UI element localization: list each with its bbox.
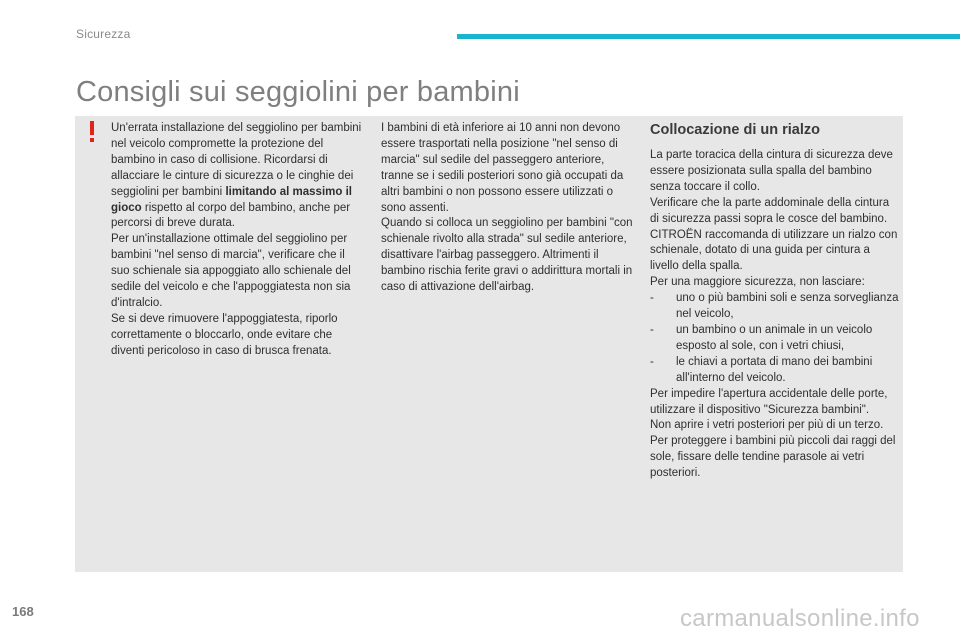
booster-paragraph-1: La parte toracica della cintura di sicurezza deve essere posizionata sulla spalla del bambino senza toccare il collo. bbox=[650, 149, 893, 193]
warning-paragraph-3: Se si deve rimuovere l'appoggiatesta, riporlo correttamente o bloccarlo, onde evitare che diventi pericoloso in caso di brusca frenata. bbox=[111, 312, 338, 357]
page-title: Consigli sui seggiolini per bambini bbox=[76, 76, 520, 109]
booster-paragraph-4: Per una maggiore sicurezza, non lasciare: bbox=[650, 276, 865, 289]
booster-paragraph-2: Verificare che la parte addominale della cintura di sicurezza passi sopra le cosce del bambino. bbox=[650, 196, 890, 225]
warning-text-column bbox=[111, 121, 366, 360]
exclamation-bar bbox=[90, 121, 94, 135]
list-dash: - bbox=[650, 292, 654, 305]
list-item-text: un bambino o un animale in un veicolo esposto al sole, con i vetri chiusi, bbox=[676, 323, 873, 352]
warning-paragraph-1 bbox=[111, 121, 366, 232]
page-number: 168 bbox=[12, 604, 34, 619]
list-item bbox=[650, 355, 900, 387]
booster-paragraph-6: Non aprire i vetri posteriori per più di un terzo. bbox=[650, 419, 884, 432]
list-dash: - bbox=[650, 355, 654, 368]
age-rules-paragraph-1: I bambini di età inferiore ai 10 anni non devono essere trasportati nella posizione "nel senso di marcia" sul sedile del passeggero anteriore, tranne se i sedili posteriori sono già occupati da altri bambini o non possono essere utilizzati o sono assenti. bbox=[381, 122, 624, 214]
age-rules-paragraph-2: Quando si colloca un seggiolino per bambini "con schienale rivolto alla strada" sul sedile anteriore, disattivare l'airbag passeggero. Altrimenti il bambino rischia ferite gravi o addirittura mortali in caso di attivazione dell'airbag. bbox=[381, 217, 633, 294]
exclamation-dot bbox=[90, 138, 94, 142]
warning-p1-text-end: rispetto al corpo del bambino, anche per percorsi di breve durata. bbox=[111, 201, 351, 230]
list-item-text: le chiavi a portata di mano dei bambini all'interno del veicolo. bbox=[676, 355, 873, 384]
section-label: Sicurezza bbox=[76, 27, 131, 41]
booster-heading: Collocazione di un rialzo bbox=[650, 122, 820, 138]
booster-paragraph-3: CITROËN raccomanda di utilizzare un rialzo con schienale, dotato di una guida per cintura a livello della spalla. bbox=[650, 228, 898, 273]
booster-column bbox=[650, 120, 900, 482]
safety-list bbox=[650, 291, 900, 386]
warning-paragraph-2: Per un'installazione ottimale del seggiolino per bambini "nel senso di marcia", verificare che il suo schienale sia appoggiato allo schienale del sedile del veicolo e che l'appoggiatesta non sia d'intralcio. bbox=[111, 233, 351, 309]
list-item bbox=[650, 291, 900, 323]
exclamation-icon bbox=[87, 121, 97, 143]
watermark: carmanualsonline.info bbox=[680, 605, 920, 632]
booster-paragraph-7: Per proteggere i bambini più piccoli dai raggi del sole, fissare delle tendine parasole ai vetri posteriori. bbox=[650, 435, 896, 480]
warning-p1-emphasis: limitando al massimo il gioco bbox=[111, 185, 352, 214]
age-rules-column bbox=[381, 121, 633, 296]
warning-p1-text-start: Un'errata installazione del seggiolino per bambini nel veicolo compromette la protezione del bambino in caso di collisione. Ricordarsi di allacciare le cinture di sicurezza o le cinghie dei seggiolini per bambini bbox=[111, 122, 362, 198]
list-dash: - bbox=[650, 323, 654, 336]
list-item bbox=[650, 323, 900, 355]
header-accent-bar bbox=[457, 34, 960, 39]
list-item-text: uno o più bambini soli e senza sorveglianza nel veicolo, bbox=[676, 292, 899, 321]
booster-paragraph-5: Per impedire l'apertura accidentale delle porte, utilizzare il dispositivo "Sicurezza bambini". bbox=[650, 387, 888, 416]
